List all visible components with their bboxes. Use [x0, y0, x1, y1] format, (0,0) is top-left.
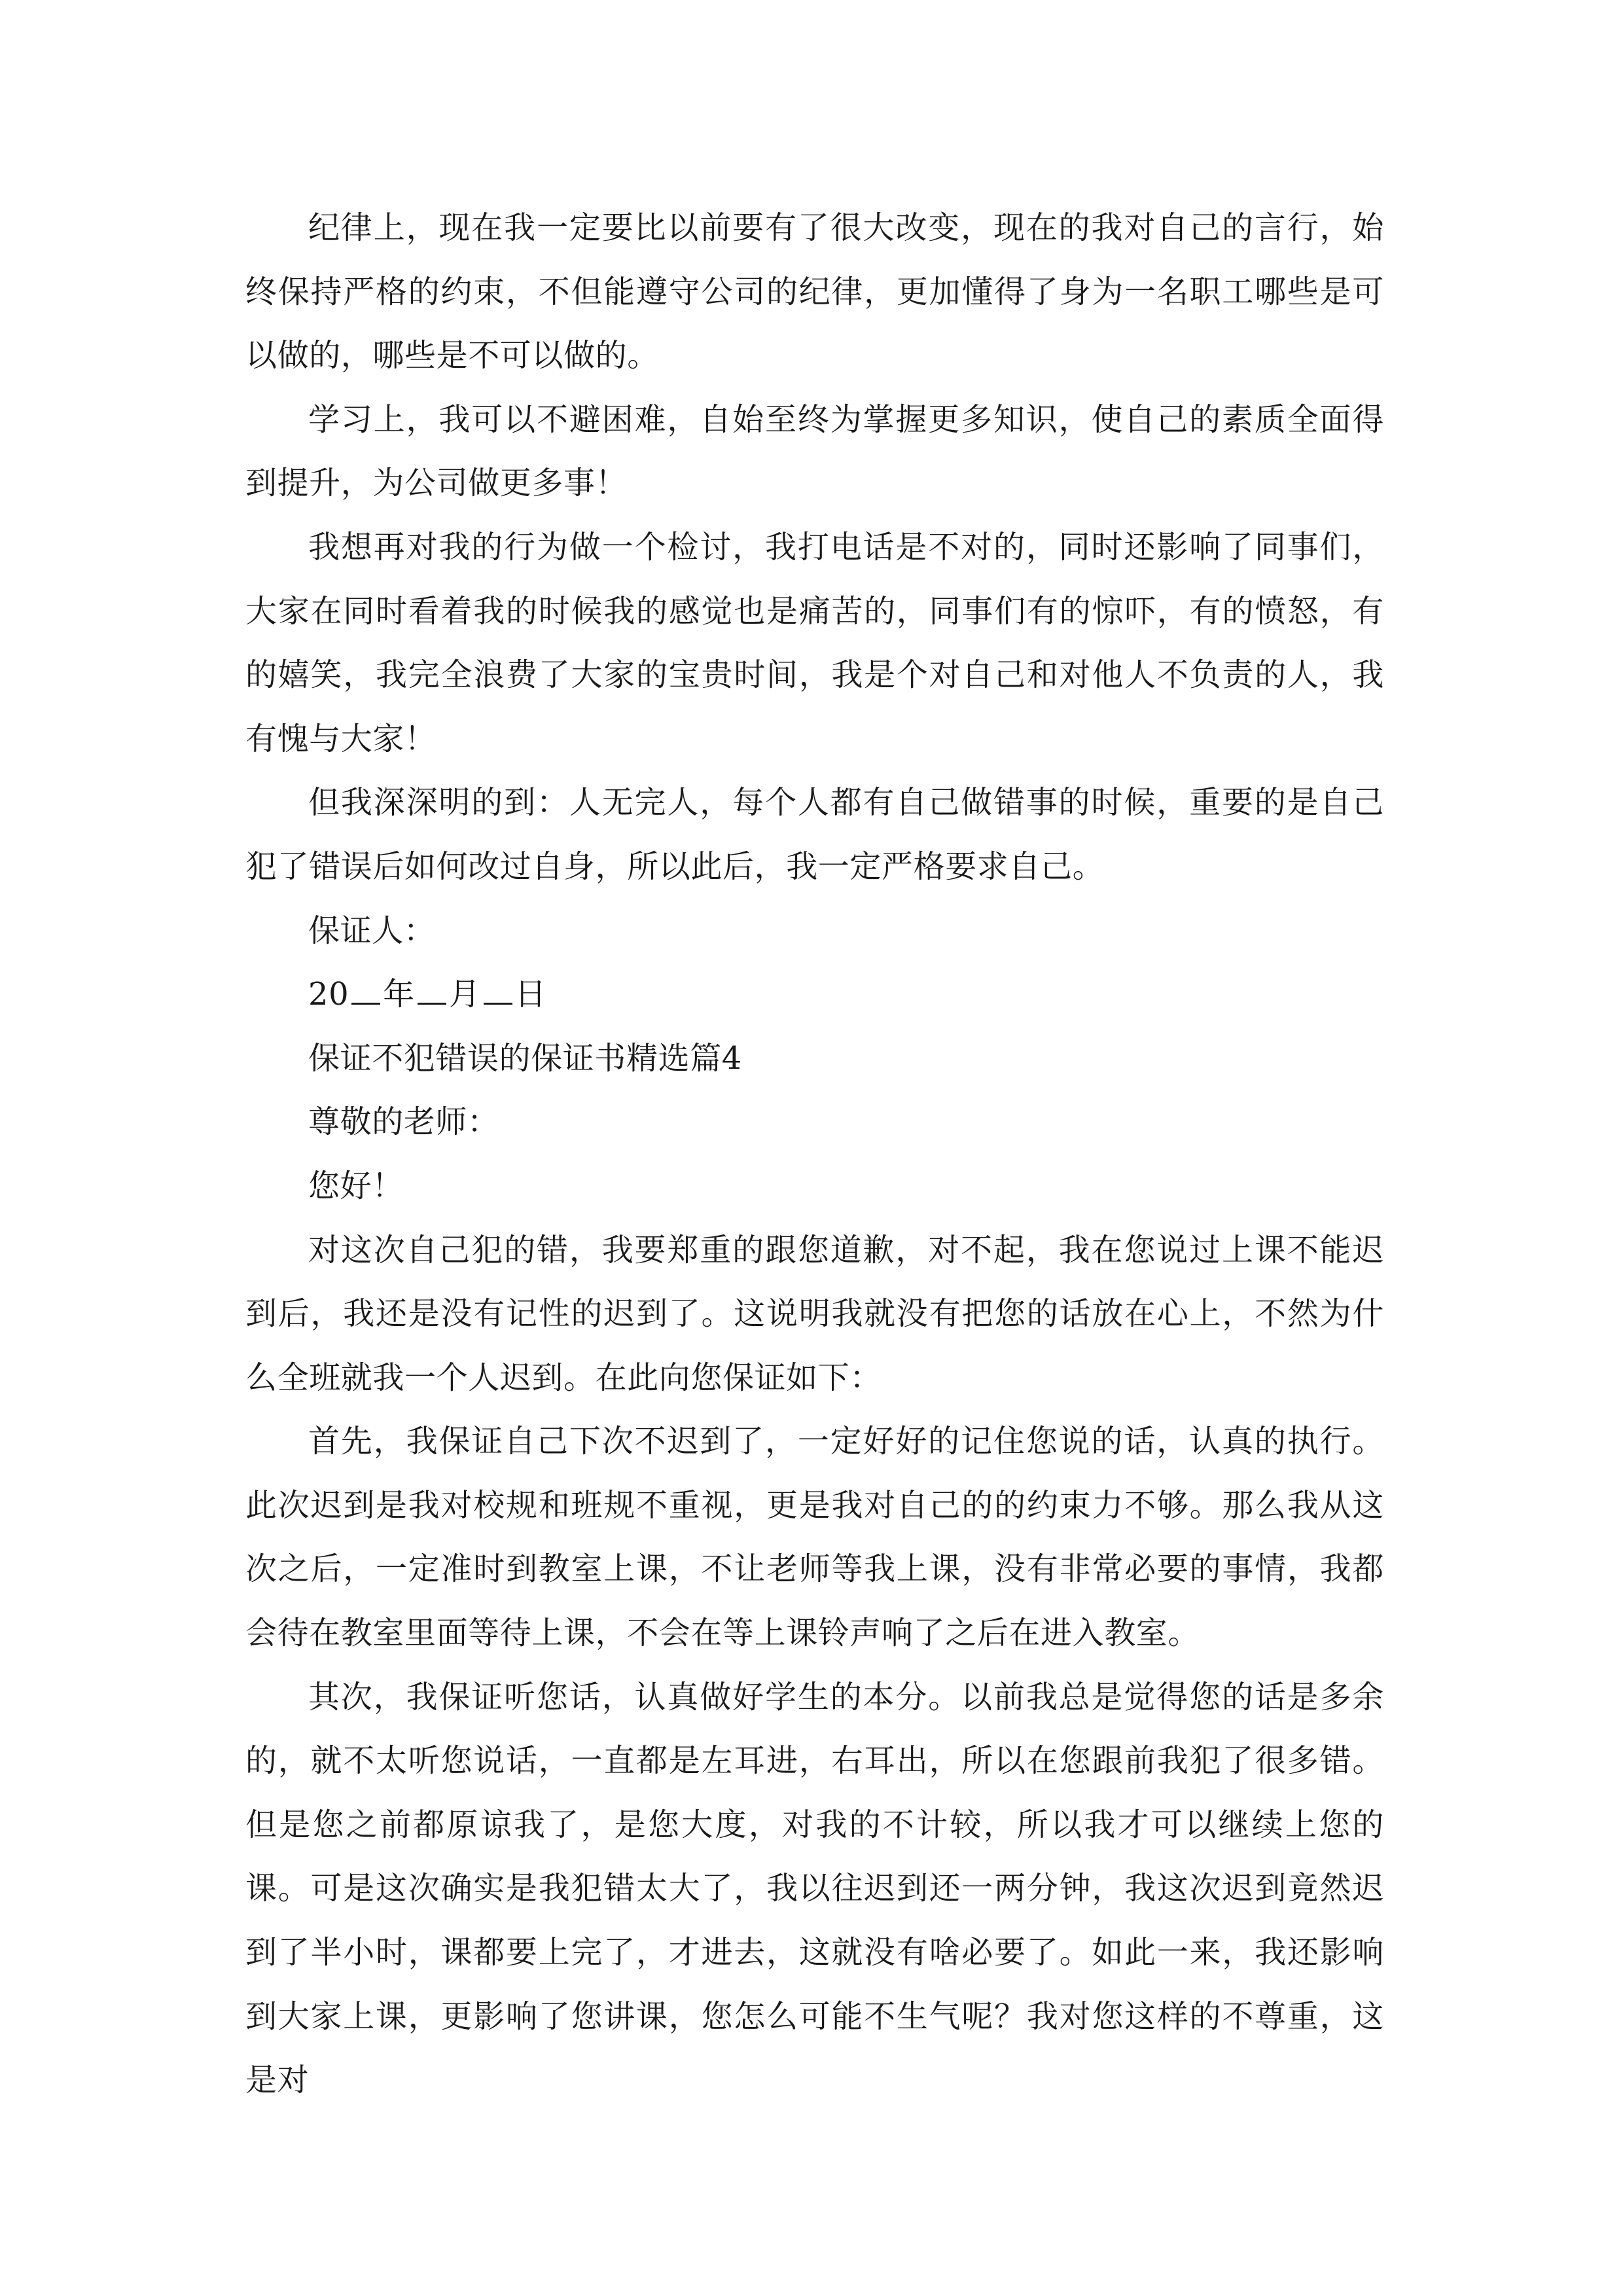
date-day-label: 日 [514, 976, 547, 1013]
guarantor-label: 保证人： [308, 912, 436, 949]
paragraph-self-review: 我想再对我的行为做一个检讨，我打电话是不对的，同时还影响了同事们，大家在同时看着我的时候我的感觉也是痛苦的，同事们有的惊吓，有的愤怒，有的嬉笑，我完全浪费了大家的宝贵时间，我是个对自己和对他人不负责的人，我有愧与大家！ [245, 528, 1384, 757]
greeting: 您好！ [308, 1167, 404, 1204]
paragraph-second-promise: 其次，我保证听您话，认真做好学生的本分。以前我总是觉得您的话是多余的，就不太听您说话，一直都是左耳进，右耳出，所以在您跟前我犯了很多错。但是您之前都原谅我了，是您大度，对我的不计较，所以我才可以继续上您的课。可是这次确实是我犯错太大了，我以往迟到还一两分钟，我这次迟到竟然迟到了半小时，课都要上完了，才进去，这就没有啥必要了。如此一来，我还影响到大家上课，更影响了您讲课，您怎么可能不生气呢？我对您这样的不尊重，这是对 [245, 1678, 1384, 2099]
date-year-label: 年 [383, 976, 415, 1013]
section-title: 保证不犯错误的保证书精选篇4 [308, 1039, 742, 1077]
paragraph-first-promise: 首先，我保证自己下次不迟到了，一定好好的记住您说的话，认真的执行。此次迟到是我对校规和班规不重视，更是我对自己的的约束力不够。那么我从这次之后，一定准时到教室上课，不让老师等我上课，没有非常必要的事情，我都会待在教室里面等待上课，不会在等上课铃声响了之后在进入教室。 [245, 1423, 1384, 1652]
document-body [245, 196, 1384, 2113]
year-blank [351, 979, 380, 1005]
paragraph-resolution: 但我深深明的到：人无完人，每个人都有自己做错事的时候，重要的是自己犯了错误后如何改过自身，所以此后，我一定严格要求自己。 [245, 784, 1384, 885]
salutation: 尊敬的老师： [308, 1103, 499, 1141]
paragraph-apology: 对这次自己犯的错，我要郑重的跟您道歉，对不起，我在您说过上课不能迟到后，我还是没有记性的迟到了。这说明我就没有把您的话放在心上，不然为什么全班就我一个人迟到。在此向您保证如下： [245, 1231, 1384, 1396]
paragraph-study: 学习上，我可以不避困难，自始至终为掌握更多知识，使自己的素质全面得到提升，为公司做更多事！ [245, 401, 1384, 502]
paragraph-discipline: 纪律上，现在我一定要比以前要有了很大改变，现在的我对自己的言行，始终保持严格的约束，不但能遵守公司的纪律，更加懂得了身为一名职工哪些是可以做的，哪些是不可以做的。 [245, 209, 1384, 374]
date-line [245, 963, 1384, 1027]
date-month-label: 月 [448, 976, 481, 1013]
day-blank [484, 979, 512, 1005]
month-blank [418, 979, 446, 1005]
date-year-prefix: 20 [308, 976, 349, 1013]
